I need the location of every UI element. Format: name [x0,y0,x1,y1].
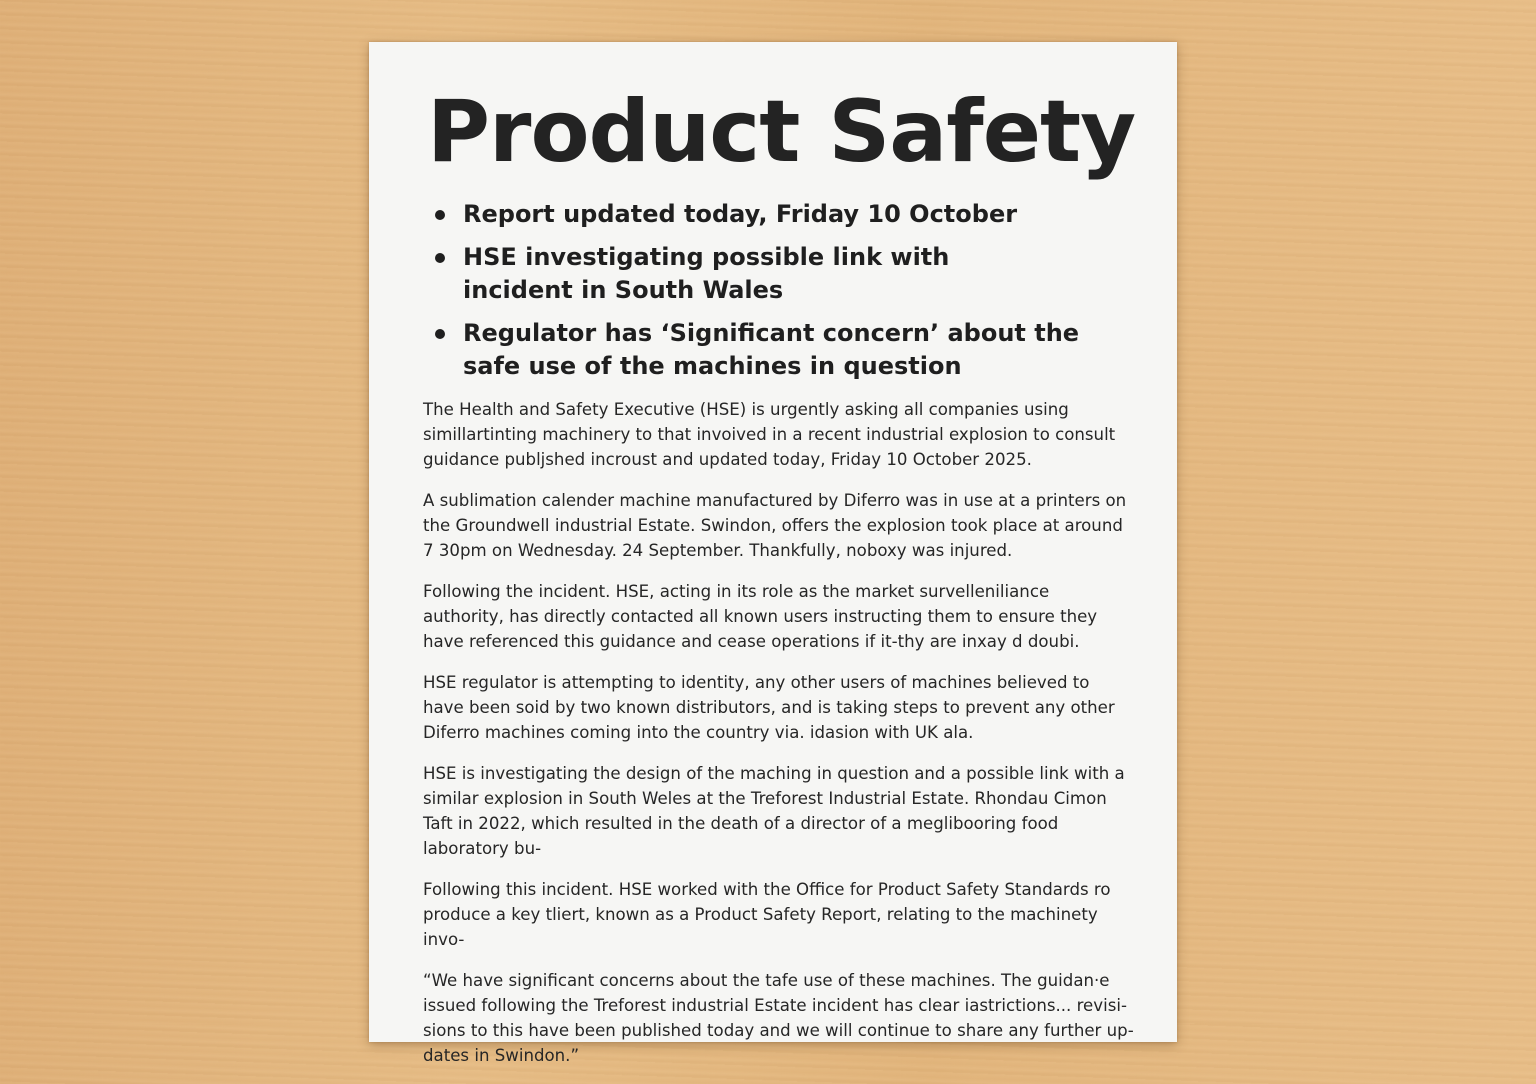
summary-bullet [431,198,1131,231]
article-body [423,397,1135,1084]
article-paragraph: Following this incident. HSE worked with the Office for Product Safety Standards ro produce a key tliert, known as a Product Safety Report, relating to the machinety invo- [423,880,1111,949]
summary-bullet [431,241,1023,307]
summary-bullet-list [431,198,1131,393]
summary-bullet-text: Regulator has ‘Significant concern’ about the safe use of the machines in question [463,319,1080,380]
bullet-dot-icon [435,210,445,220]
bullet-dot-icon [435,329,445,339]
bullet-dot-icon [435,253,445,263]
summary-bullet-text: Report updated today, Friday 10 October [463,200,1018,228]
article-paragraph: “We have significant concerns about the tafe use of these machines. The guidan·e issued following the Treforest industrial Estate incident has clear iastrictions... revisisions to this have been published today and we will continue to share any further updates in Swindon.” [423,971,1134,1065]
article-paragraph: HSE is investigating the design of the maching in question and a possible link with a similar explosion in South Weles at the Treforest Industrial Estate. Rhondau Cimon Taft in 2022, which resulted in the death of a director of a meglibooring food laboratory bu- [423,764,1125,858]
article-paragraph: The Health and Safety Executive (HSE) is urgently asking all companies using simillartinting machinery to that invoived in a recent industrial explosion to consult guidance publjshed incroust and updated today, Friday 10 October 2025. [423,400,1116,469]
summary-bullet-text: HSE investigating possible link with incident in South Wales [463,243,950,304]
document-page [369,42,1177,1065]
article-paragraph: HSE regulator is attempting to identity, any other users of machines believed to have been soid by two known distributors, and is taking steps to prevent any other Diferro machines coming into the country via. idasion with UK ala. [423,673,1115,742]
document-title: Product Safety [427,82,1136,182]
article-paragraph: A sublimation calender machine manufactured by Diferro was in use at a printers on the Groundwell industrial Estate. Swindon, offers the explosion took place at around 7 30pm on Wednesday. 24 September. Thankfully, noboxy was injured. [423,491,1127,560]
summary-bullet [431,317,1123,383]
article-paragraph: Following the incident. HSE, acting in its role as the market survelleniliance authority, has directly contacted all known users instructing them to ensure they have referenced this guidance and cease operations if it-thy are inxay d doubi. [423,582,1098,651]
